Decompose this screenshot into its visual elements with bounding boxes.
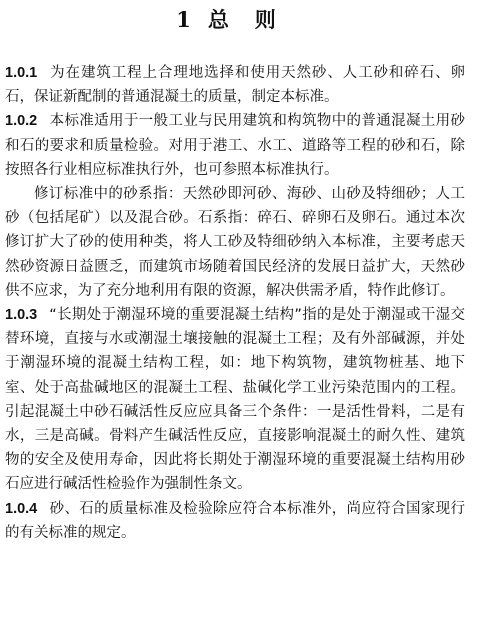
paragraph-text: 修订标准中的砂系指：天然砂即河砂、海砂、山砂及特细砂；人工砂（包括尾矿）以及混合砂。石系指：碎石、碎卵石及卵石。通过本次修订扩大了砂的使用种类，将人工砂及特细砂纳入本标准，主要考虑天然砂资源日益匮乏，而建筑市场随着国民经济的发展日益扩大，天然砂供不应求，为了充分地利用有限的资源，解决供需矛盾，特作此修订。 bbox=[5, 186, 465, 299]
chapter-number: 1 bbox=[176, 7, 192, 32]
clause-number: 1.0.4 bbox=[5, 500, 38, 517]
clause-text: “长期处于潮湿环境的重要混凝土结构”指的是处于潮湿或干湿交替环境，直接与水或潮湿土壤接触的混凝土工程；及有外部碱源，并处于潮湿环境的混凝土结构工程，如：地下构筑物，建筑物桩基、地下室、处于高盐碱地区的混凝土工程、盐碱化学工业污染范围内的工程。引起混凝土中砂石碱活性反应应具备三个条件：一是活性骨料，二是有水，三是高碱。骨料产生碱活性反应，直接影响混凝土的耐久性、建筑物的安全及使用寿命，因此将长期处于潮湿环境的重要混凝土结构用砂石应进行碱活性检验作为强制性条文。 bbox=[5, 307, 465, 493]
clause-1-0-4 bbox=[5, 497, 465, 545]
clause-1-0-2 bbox=[5, 109, 465, 182]
clause-1-0-1 bbox=[5, 61, 465, 109]
chapter-heading bbox=[0, 6, 478, 34]
clause-number: 1.0.1 bbox=[5, 65, 38, 81]
clause-1-0-3 bbox=[5, 303, 465, 497]
chapter-title: 总则 bbox=[207, 7, 302, 32]
clause-number: 1.0.3 bbox=[5, 307, 38, 324]
clause-text: 为在建筑工程上合理地选择和使用天然砂、人工砂和碎石、卵石，保证新配制的普通混凝土的质量，制定本标准。 bbox=[5, 65, 465, 106]
chapter-body bbox=[5, 61, 465, 545]
clause-number: 1.0.2 bbox=[5, 113, 38, 130]
clause-text: 本标准适用于一般工业与民用建筑和构筑物中的普通混凝土用砂和石的要求和质量检验。对用于港工、水工、道路等工程的砂和石，除按照各行业相应标准执行外，也可参照本标准执行。 bbox=[5, 113, 465, 178]
clause-text: 砂、石的质量标准及检验除应符合本标准外，尚应符合国家现行的有关标准的规定。 bbox=[5, 500, 465, 541]
clause-1-0-2-explanation bbox=[5, 182, 465, 303]
